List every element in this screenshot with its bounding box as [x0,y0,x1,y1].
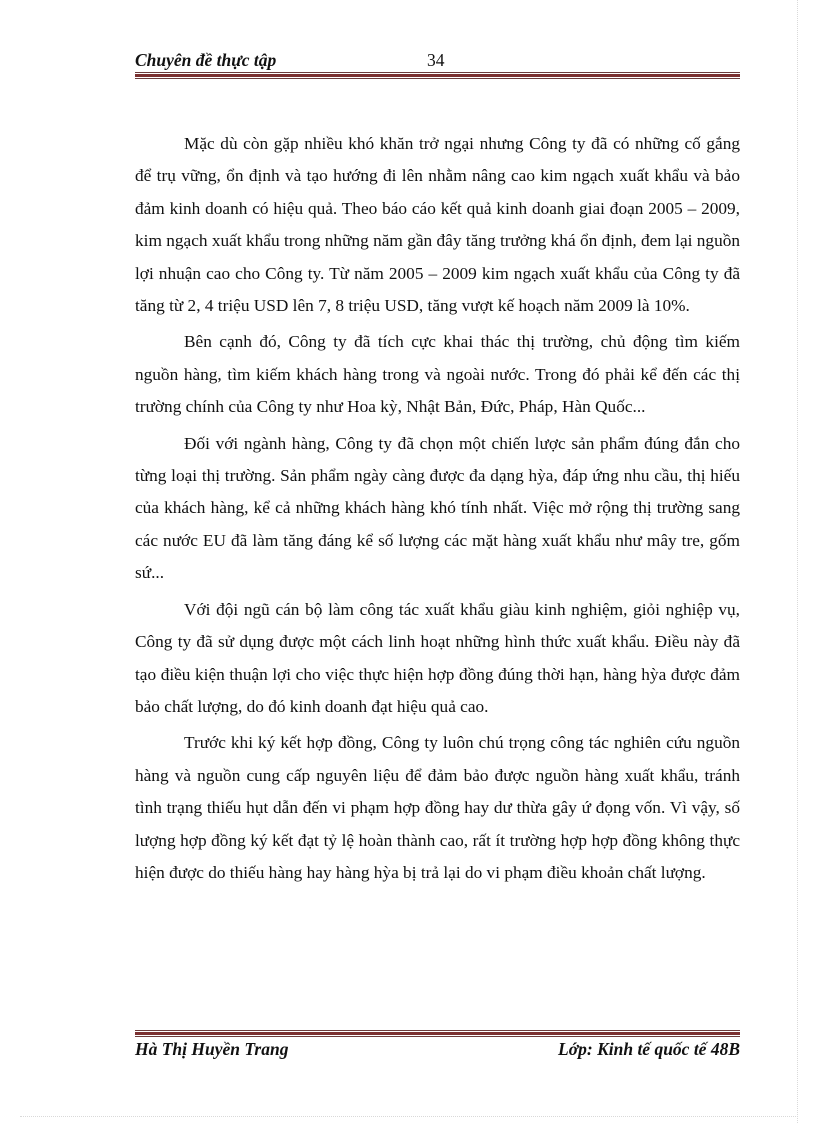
footer-rule-thin-top [135,1030,740,1031]
paragraph: Đối với ngành hàng, Công ty đã chọn một chiến lược sản phẩm đúng đắn cho từng loại thị trường. Sản phẩm ngày càng được đa dạng hỳa, đáp ứng nhu cầu, thị hiếu của khách hàng, kể cả những khách hàng khó tính nhất. Việc mở rộng thị trường sang các nước EU đã làm tăng đáng kể số lượng các mặt hàng xuất khẩu như mây tre, gốm sứ... [135,433,740,583]
paragraph: Mặc dù còn gặp nhiều khó khăn trở ngại nhưng Công ty đã có những cố gắng để trụ vững, ổn định và tạo hướng đi lên nhằm nâng cao kim ngạch xuất khẩu và bảo đảm kinh doanh có hiệu quả. Theo báo cáo kết quả kinh doanh giai đoạn 2005 – 2009, kim ngạch xuất khẩu trong những năm gần đây tăng trưởng khá ổn định, đem lại nguồn lợi nhuận cao cho Công ty. Từ năm 2005 – 2009 kim ngạch xuất khẩu của Công ty đã tăng từ 2, 4 triệu USD lên 7, 8 triệu USD, tăng vượt kế hoạch năm 2009 là 10%. [135,134,740,316]
paragraph: Trước khi ký kết hợp đồng, Công ty luôn chú trọng công tác nghiên cứu nguồn hàng và nguồn cung cấp nguyên liệu để đảm bảo được nguồn hàng xuất khẩu, tránh tình trạng thiếu hụt dẫn đến vi phạm hợp đồng hay dư thừa gây ứ đọng vốn. Vì vậy, số lượng hợp đồng ký kết đạt tỷ lệ hoàn thành cao, rất ít trường hợp hợp đồng không thực hiện được do thiếu hàng hay hàng hỳa bị trả lại do vi phạm điều khoản chất lượng. [135,733,740,882]
page-number: 34 [427,50,445,70]
header-rule-thick [135,74,740,77]
paragraph: Với đội ngũ cán bộ làm công tác xuất khẩu giàu kinh nghiệm, giỏi nghiệp vụ, Công ty đã sử dụng được một cách linh hoạt những hình thức xuất khẩu. Điều này đã tạo điều kiện thuận lợi cho việc thực hiện hợp đồng đúng thời hạn, hàng hỳa được đảm bảo chất lượng, do đó kinh doanh đạt hiệu quả cao. [135,599,740,716]
author-name: Hà Thị Huyền Trang [135,1039,289,1059]
page-footer [135,1030,740,1066]
body-text [135,128,740,893]
document-title: Chuyên đề thực tập [135,50,277,70]
header-rule-thin-bottom [135,78,740,79]
footer-rule-thick [135,1032,740,1035]
page-edge-bottom [20,1116,798,1117]
class-label: Lớp: Kinh tế quốc tế 48B [558,1039,740,1059]
header-rule-thin-top [135,72,740,73]
footer-rule-thin-bottom [135,1036,740,1037]
page-header [135,46,740,82]
page-edge-right [797,0,798,1123]
paragraph: Bên cạnh đó, Công ty đã tích cực khai thác thị trường, chủ động tìm kiếm nguồn hàng, tìm kiếm khách hàng trong và ngoài nước. Trong đó phải kể đến các thị trường chính của Công ty như Hoa kỳ, Nhật Bản, Đức, Pháp, Hàn Quốc... [135,332,740,417]
